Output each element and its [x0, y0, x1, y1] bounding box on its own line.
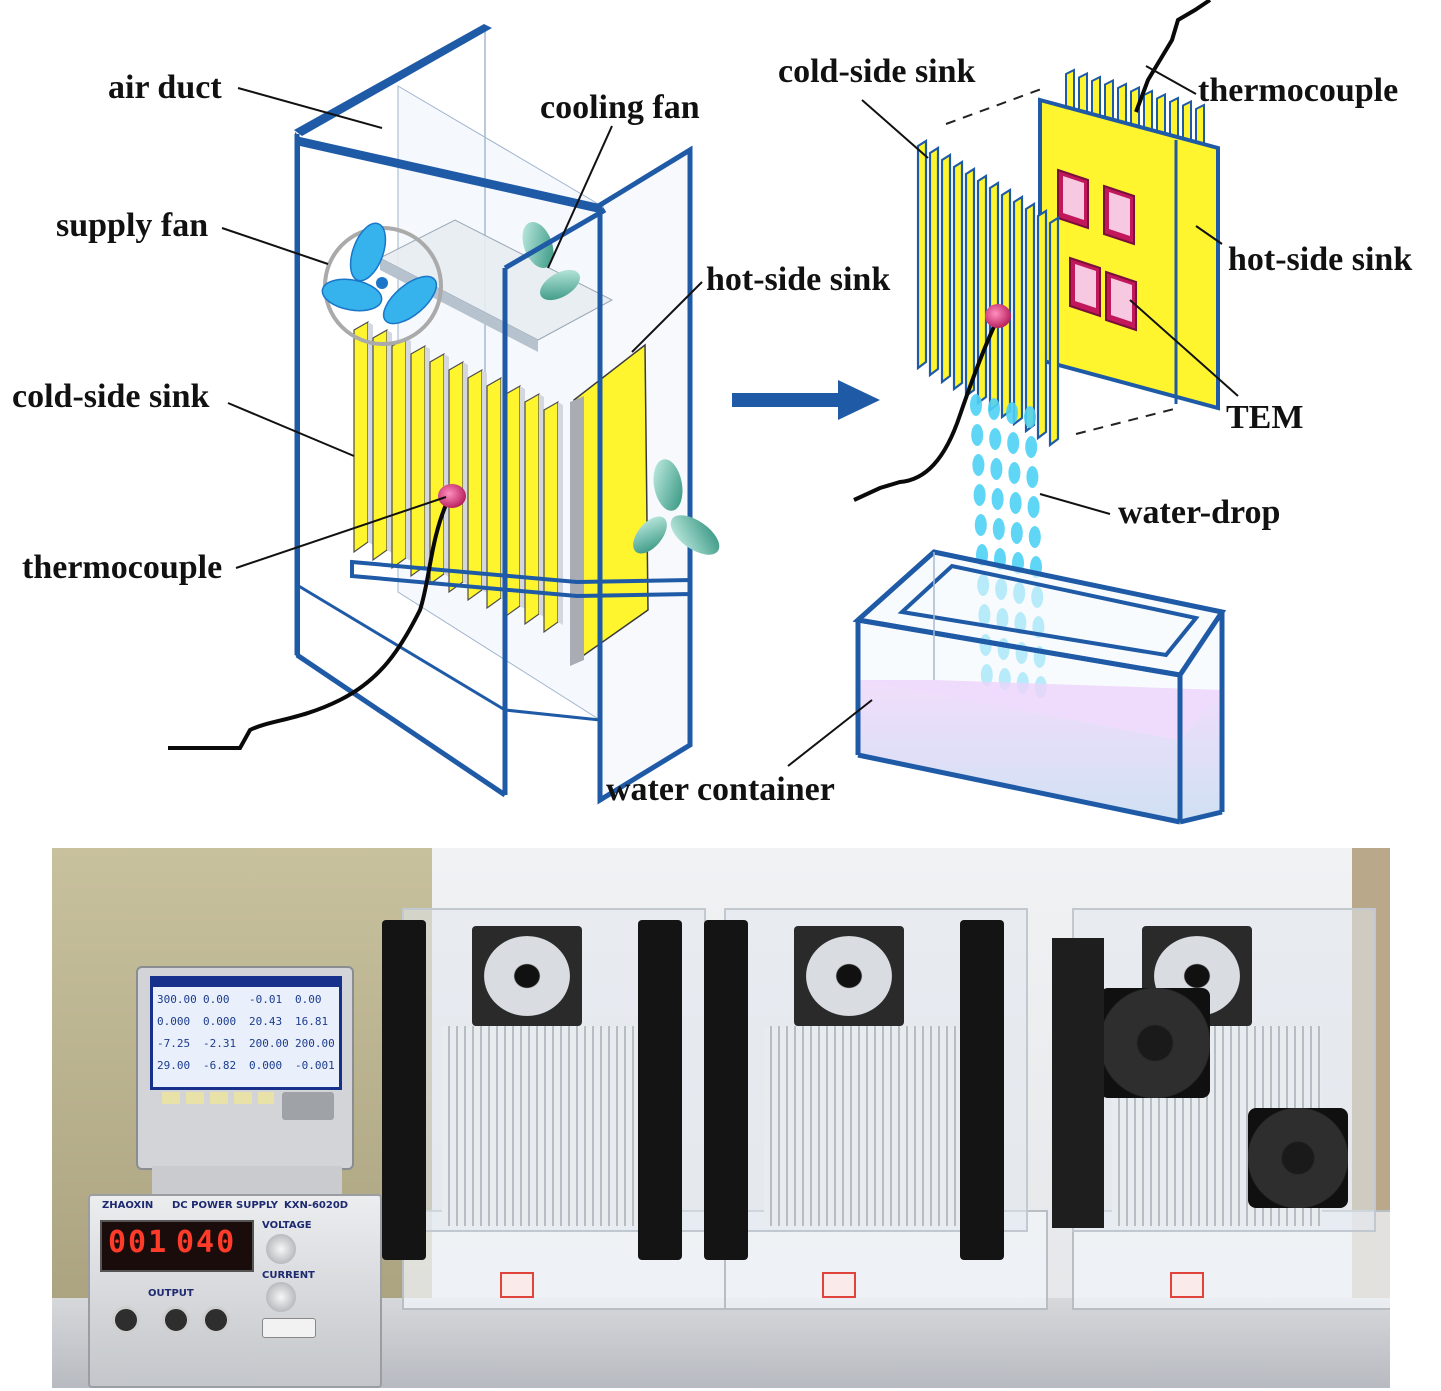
- recorder-cell: 0.000: [249, 1059, 283, 1072]
- fin-edge: [558, 402, 563, 625]
- cold-fin: [990, 183, 998, 410]
- insulation-strip: [1052, 938, 1104, 1228]
- recorder-cell: 0.00: [295, 993, 322, 1006]
- label-thermocouple-left: thermocouple: [22, 549, 223, 586]
- label-water-container: water container: [606, 771, 835, 808]
- psu-display-left: 001: [108, 1225, 169, 1260]
- cold-fin: [1026, 204, 1034, 431]
- fin: [525, 394, 539, 624]
- water-drop: [972, 454, 984, 476]
- recorder-cell: -2.31: [203, 1037, 237, 1050]
- cold-fin: [1014, 197, 1022, 424]
- psu-output-label: OUTPUT: [148, 1288, 194, 1299]
- fin-edge: [463, 362, 468, 585]
- cold-fin: [1050, 218, 1058, 445]
- cold-fin: [930, 148, 938, 375]
- water-drop: [1010, 492, 1022, 514]
- fin: [411, 346, 425, 576]
- recorder-screen: [150, 976, 342, 1090]
- fin-edge: [444, 354, 449, 577]
- heat-sink: [764, 1026, 974, 1226]
- tem-module-face: [1075, 264, 1096, 308]
- fin-edge: [539, 394, 544, 617]
- water-drop: [1028, 496, 1040, 518]
- psu-display-right: 040: [176, 1225, 237, 1260]
- cold-fin: [1002, 190, 1010, 417]
- fin: [449, 362, 463, 592]
- psu-model: KXN-6020D: [284, 1200, 349, 1211]
- water-drop: [971, 424, 983, 446]
- recorder-cell: 29.00: [157, 1059, 191, 1072]
- label-cooling-fan: cooling fan: [540, 89, 700, 126]
- water-drop: [1011, 522, 1023, 544]
- exploded-view: [854, 0, 1222, 822]
- recorder-cell: 16.81: [295, 1015, 329, 1028]
- transition-arrow: [732, 380, 880, 420]
- water-container: [858, 552, 1222, 822]
- cold-side-sink-right: [918, 141, 1058, 445]
- fan-rotor: [484, 936, 570, 1016]
- tray-label: [500, 1272, 534, 1298]
- fin-edge: [425, 346, 430, 569]
- water-drop: [1029, 526, 1041, 548]
- recorder-cell: 20.43: [249, 1015, 283, 1028]
- voltage-knob[interactable]: [266, 1234, 296, 1264]
- water-drop: [1006, 402, 1018, 424]
- label-hot-side-sink-right: hot-side sink: [1228, 241, 1413, 278]
- tray-label: [822, 1272, 856, 1298]
- fin: [392, 338, 406, 568]
- fin: [544, 402, 558, 632]
- fin: [506, 386, 520, 616]
- cold-fin: [942, 155, 950, 382]
- recorder-cell: -0.001: [295, 1059, 335, 1072]
- tem-module-face: [1063, 176, 1084, 220]
- water-drop: [970, 394, 982, 416]
- cooling-fan-large: [1248, 1108, 1348, 1208]
- psu-brand: ZHAOXIN: [102, 1200, 154, 1211]
- water-drop: [1024, 406, 1036, 428]
- tem-module-face: [1109, 192, 1130, 236]
- fin-edge: [406, 338, 411, 561]
- water-drop: [1008, 462, 1020, 484]
- insulation-strip: [704, 920, 748, 1260]
- fin: [354, 322, 368, 552]
- cold-fin: [1038, 211, 1046, 438]
- insulation-strip: [960, 920, 1004, 1260]
- psu-voltage-label: VOLTAGE: [262, 1220, 312, 1231]
- water-drop: [993, 518, 1005, 540]
- fin-edge: [482, 370, 487, 593]
- recorder-cell: -7.25: [157, 1037, 191, 1050]
- cold-fin: [954, 162, 962, 389]
- water-drop: [1007, 432, 1019, 454]
- water-drop: [992, 488, 1004, 510]
- cold-fin: [978, 176, 986, 403]
- fin-edge: [368, 322, 373, 545]
- water-drop: [1026, 466, 1038, 488]
- label-supply-fan: supply fan: [56, 207, 209, 244]
- fin: [468, 370, 482, 600]
- psu-current-label: CURRENT: [262, 1270, 315, 1281]
- label-water-drop: water-drop: [1118, 494, 1281, 531]
- insulation-strip: [638, 920, 682, 1260]
- recorder-cell: 200.00: [249, 1037, 289, 1050]
- insulation-strip: [382, 920, 426, 1260]
- water-drop: [1025, 436, 1037, 458]
- recorder-cell: -6.82: [203, 1059, 237, 1072]
- recorder-cell: 0.000: [157, 1015, 191, 1028]
- hot-side-sink-plate: [574, 345, 648, 660]
- recorder-cell: 0.00: [203, 993, 230, 1006]
- label-hot-side-sink-left: hot-side sink: [706, 261, 891, 298]
- label-cold-side-sink-left: cold-side sink: [12, 378, 210, 415]
- fin: [373, 330, 387, 560]
- recorder-cell: -0.01: [249, 993, 283, 1006]
- water-drop: [990, 458, 1002, 480]
- label-air-duct: air duct: [108, 69, 222, 106]
- tray-label: [1170, 1272, 1204, 1298]
- fan-rotor: [806, 936, 892, 1016]
- water-drop: [974, 484, 986, 506]
- water-drop: [988, 398, 1000, 420]
- recorder-cell: 200.00: [295, 1037, 335, 1050]
- tem-module-face: [1111, 278, 1132, 322]
- cold-fin: [966, 169, 974, 396]
- fin-edge: [387, 330, 392, 553]
- current-knob[interactable]: [266, 1282, 296, 1312]
- heat-sink: [442, 1026, 652, 1226]
- label-tem: TEM: [1226, 399, 1304, 436]
- experimental-setup-photo: [52, 848, 1390, 1388]
- cooling-fan-large: [1100, 988, 1210, 1098]
- recorder-cell: 0.000: [203, 1015, 237, 1028]
- cold-fin: [918, 141, 926, 368]
- hot-side-sink-right: [1040, 70, 1218, 408]
- label-thermocouple-right: thermocouple: [1198, 72, 1399, 109]
- label-cold-side-sink-right: cold-side sink: [778, 53, 976, 90]
- recorder-cell: 300.00: [157, 993, 197, 1006]
- water-drop: [975, 514, 987, 536]
- water-drop: [989, 428, 1001, 450]
- psu-title: DC POWER SUPPLY: [172, 1200, 279, 1211]
- duct-top-rim: [294, 24, 492, 136]
